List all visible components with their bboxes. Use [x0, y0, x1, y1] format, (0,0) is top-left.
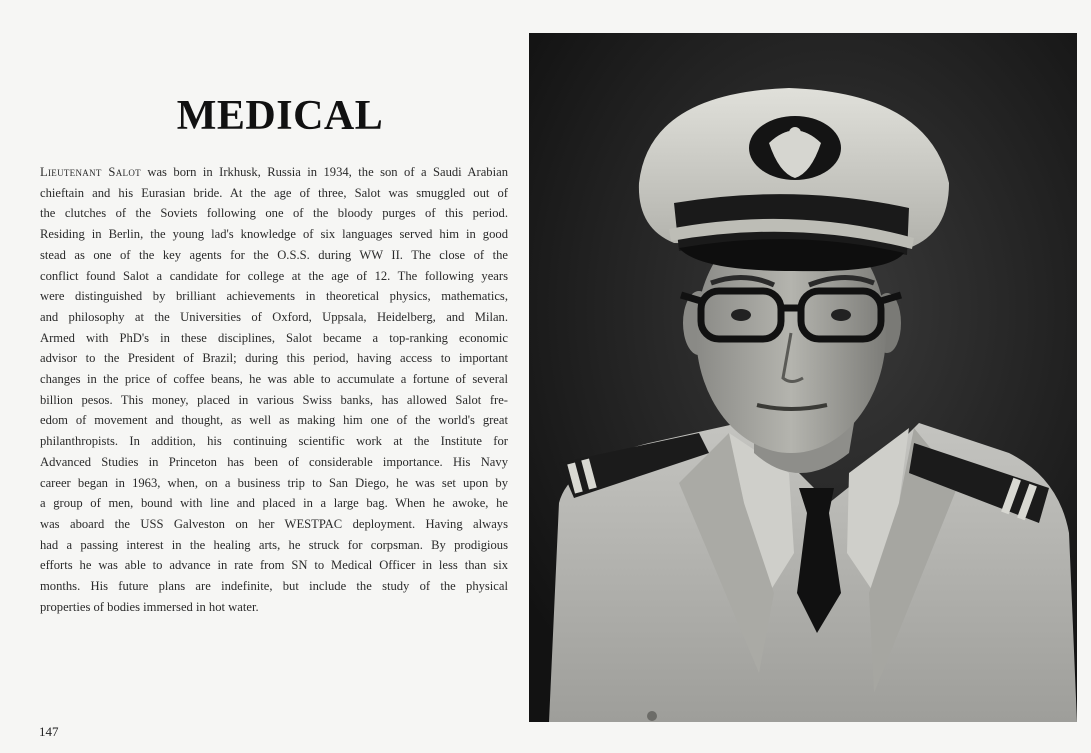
paragraph-line: stead as one of the key agents for the O.S.S. during WW II. The close of the — [40, 247, 508, 262]
paragraph-line: conflict found Salot a candidate for college at the age of 12. The following years — [40, 268, 508, 283]
paragraph-line: the clutches of the Soviets following one of the bloody purges of this period. — [40, 206, 508, 221]
paragraph-line: Residing in Berlin, the young lad's knowledge of six languages served him in good — [40, 227, 508, 242]
paragraph-line: and philosophy at the Universities of Oxford, Uppsala, Heidelberg, and Milan. — [40, 309, 508, 324]
paragraph-line: chieftain and his Eurasian bride. At the age of three, Salot was smuggled out of — [40, 185, 508, 200]
paragraph-line: months. His future plans are indefinite, but include the study of the physical — [40, 579, 508, 594]
paragraph-line: a group of men, bound with line and placed in a large bag. When he awoke, he — [40, 496, 508, 511]
paragraph-line: was aboard the USS Galveston on her WESTPAC deployment. Having always — [40, 516, 508, 531]
paragraph-line: career began in 1963, when, on a business trip to San Diego, he was set upon by — [40, 475, 508, 490]
officer-portrait-photo — [529, 33, 1077, 722]
paragraph-line: billion pesos. This money, placed in various Swiss banks, has allowed Salot fre- — [40, 392, 508, 407]
page-title: MEDICAL — [176, 93, 384, 139]
page-number: 147 — [39, 724, 59, 739]
paragraph-line — [40, 162, 508, 183]
paragraph-line: Armed with PhD's in these disciplines, Salot became a top-ranking economic — [40, 330, 508, 345]
paragraph-line: advisor to the President of Brazil; during this period, having access to important — [40, 351, 508, 366]
paragraph-line: changes in the price of coffee beans, he was able to accumulate a fortune of several — [40, 372, 508, 387]
paragraph-line: efforts he was able to advance in rate from SN to Medical Officer in less than six — [40, 558, 508, 573]
paragraph-line: properties of bodies immersed in hot water. — [40, 599, 259, 614]
paragraph-line: philanthropists. In addition, his continuing scientific work at the Institute for — [40, 434, 508, 449]
paragraph-line: were distinguished by brilliant achievements in theoretical physics, mathematics, — [40, 289, 508, 304]
paragraph-line: had a passing interest in the healing arts, he struck for corpsman. By prodigious — [40, 537, 508, 552]
paragraph-line-text: was born in Irkhusk, Russia in 1934, the son of a Saudi Arabian — [140, 165, 508, 179]
paragraph-line: edom of movement and thought, as well as making him one of the world's great — [40, 413, 508, 428]
biography-paragraph — [40, 162, 508, 617]
paragraph-line: Advanced Studies in Princeton has been of considerable importance. His Navy — [40, 454, 508, 469]
portrait-illustration — [529, 33, 1077, 722]
paragraph-lead-in: Lieutenant Salot — [40, 165, 141, 179]
